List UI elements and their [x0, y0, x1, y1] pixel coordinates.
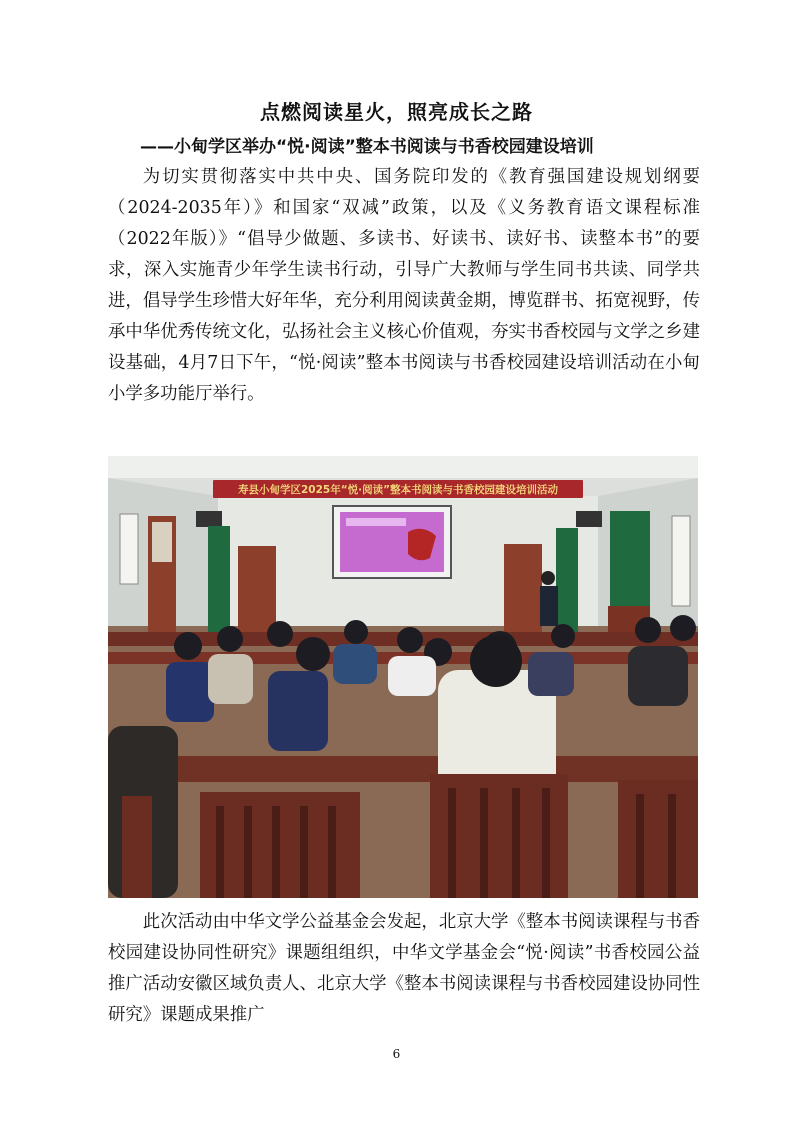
banner-text: 寿县小甸学区2025年“悦·阅读”整本书阅读与书香校园建设培训活动 — [237, 484, 559, 496]
article-title: 点燃阅读星火，照亮成长之路 — [260, 100, 533, 124]
page-number: 6 — [392, 1047, 401, 1061]
body-paragraph-2: 此次活动由中华文学公益基金会发起，北京大学《整本书阅读课程与书香校园建设协同性研究》课题组组织，中华文学基金会“悦·阅读”书香校园公益推广活动安徽区域负责人、北京大学《整本书阅读课程与书香校园建设协同性研究》课题成果推广 — [108, 912, 700, 1025]
article-subtitle: ——小甸学区举办“悦·阅读”整本书阅读与书香校园建设培训 — [140, 137, 594, 157]
body-paragraph-1: 为切实贯彻落实中共中央、国务院印发的《教育强国建设规划纲要（2024-2035年）》和国家“双减”政策，以及《义务教育语文课程标准（2022年版）》“倡导少做题、多读书、好读书、读好书、读整本书”的要求，深入实施青少年学生读书行动，引导广大教师与学生同书共读、同学共进，倡导学生珍惜大好年华，充分利用阅读黄金期，博览群书、拓宽视野，传承中华优秀传统文化，弘扬社会主义核心价值观，夯实书香校园与文学之乡建设基础，4月7日下午，“悦·阅读”整本书阅读与书香校园建设培训活动在小甸小学多功能厅举行。 — [108, 167, 700, 404]
training-event-photo — [108, 456, 698, 898]
